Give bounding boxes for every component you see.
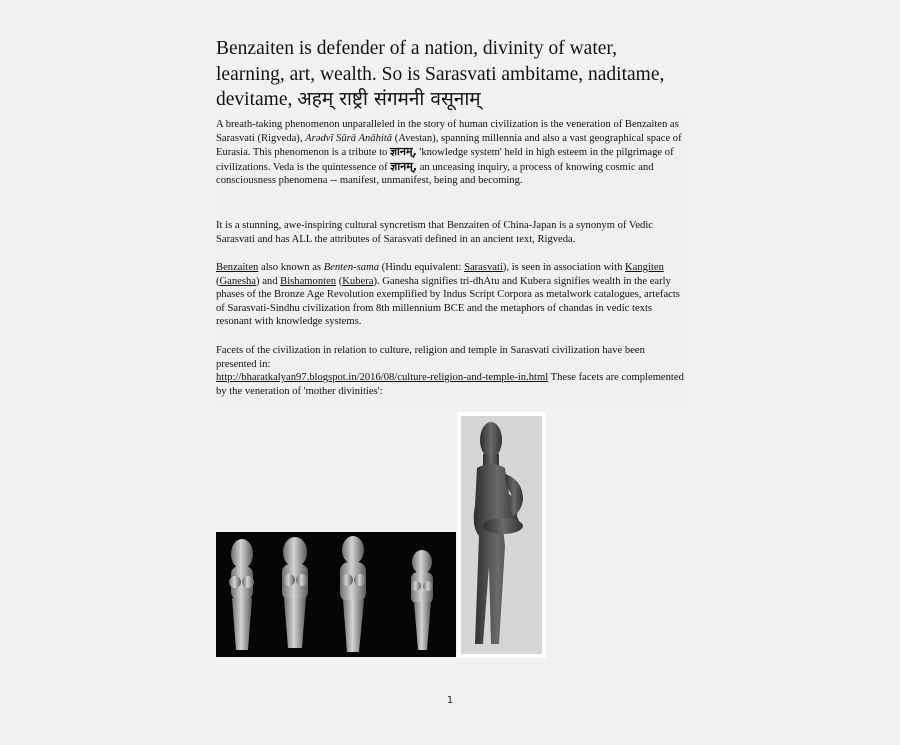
p1-text-a: A breath-taking phenomenon unparalleled in the story of human civilization is the veneration of Benzaiten as Sarasvati (Rigveda), xyxy=(216,119,679,144)
paragraph-2: It is a stunning, awe-inspiring cultural syncretism that Benzaiten of China-Japan is a synonym of Vedic Sarasvati and has ALL the attributes of Sarasvati defined in an ancient text, Rigveda. xyxy=(216,220,653,245)
p3-text-e: ) and xyxy=(256,275,278,287)
link-blog-url[interactable]: http://bharatkalyan97.blogspot.in/2016/08/culture-religion-and-temple-in.html xyxy=(216,372,549,384)
p3-text-a: also known as xyxy=(261,262,322,273)
jnanam-term-1: ज्ञानम्, xyxy=(390,145,417,159)
title-text: Benzaiten is defender of a nation, divinity of water, learning, art, wealth. So is Sarasvati ambitame, naditame, devitame, xyxy=(216,38,665,110)
jnanam-term-2: ज्ञानम्, xyxy=(390,159,418,173)
title-devanagari: अहम् राष्ट्री संगमनी वसूनाम् xyxy=(297,88,481,110)
p4-text-a: Facets of the civilization in relation to culture, religion and temple in Sarasvati civilization have been presented in: xyxy=(216,345,645,370)
paragraph-4 xyxy=(216,344,686,398)
figurines-illustration xyxy=(216,532,456,657)
mother-divinities-figurines-photo xyxy=(216,532,456,657)
link-sarasvati[interactable]: Sarasvati xyxy=(464,262,503,273)
link-ganesha[interactable]: Ganesha xyxy=(219,275,257,287)
p3-text-c: ), is seen in association with xyxy=(502,262,623,273)
benten-sama-term: Benten-sama xyxy=(323,262,380,273)
p1-text-b: (Avestan), spanning millennia and also a vast geographical space of Eurasia. This phenomenon is a tribute to xyxy=(216,132,682,159)
p1-text-d: an unceasing inquiry, a process of knowing cosmic and consciousness phenomena -- manifest, unmanifest, being and becoming. xyxy=(216,161,654,187)
link-kubera[interactable]: Kubera xyxy=(342,275,374,287)
standing-figurine-background xyxy=(461,416,542,654)
paragraph-3 xyxy=(216,261,686,329)
p1-text-c: 'knowledge system' held in high esteem in the pilgrimage of civilizations. Veda is the quintessence of xyxy=(216,147,674,173)
p3-text-b: (Hindu equivalent: xyxy=(381,262,462,273)
p3-text-g: ). Ganesha signifies tri-dhAtu and Kubera signifies wealth in the early phases of the Bronze Age Revolution exemplified by Indus Script Corpora as metalwork catalogues, artefacts of Sarasvati-Sindhu civilization from 8th millennium BCE and the metaphors of chandas in vedic texts resonant with knowledge systems. xyxy=(216,275,680,328)
link-benzaiten[interactable]: Benzaiten xyxy=(216,262,259,273)
p3-text-f: ( xyxy=(338,275,343,287)
p3-text-d: ( xyxy=(216,275,220,287)
page-number: 1 xyxy=(446,695,454,706)
link-kangiten[interactable]: Kangiten xyxy=(625,262,664,273)
article-title xyxy=(216,36,686,113)
standing-figurine-illustration xyxy=(461,416,542,654)
avestan-name: Arədvī Sūrā Anāhitā xyxy=(305,132,393,144)
link-bishamonten[interactable]: Bishamonten xyxy=(280,275,337,287)
standing-figurine-photo xyxy=(457,412,546,658)
paragraph-1 xyxy=(216,118,686,188)
p4-text-b: These facets are complemented by the veneration of 'mother divinities': xyxy=(216,372,684,397)
